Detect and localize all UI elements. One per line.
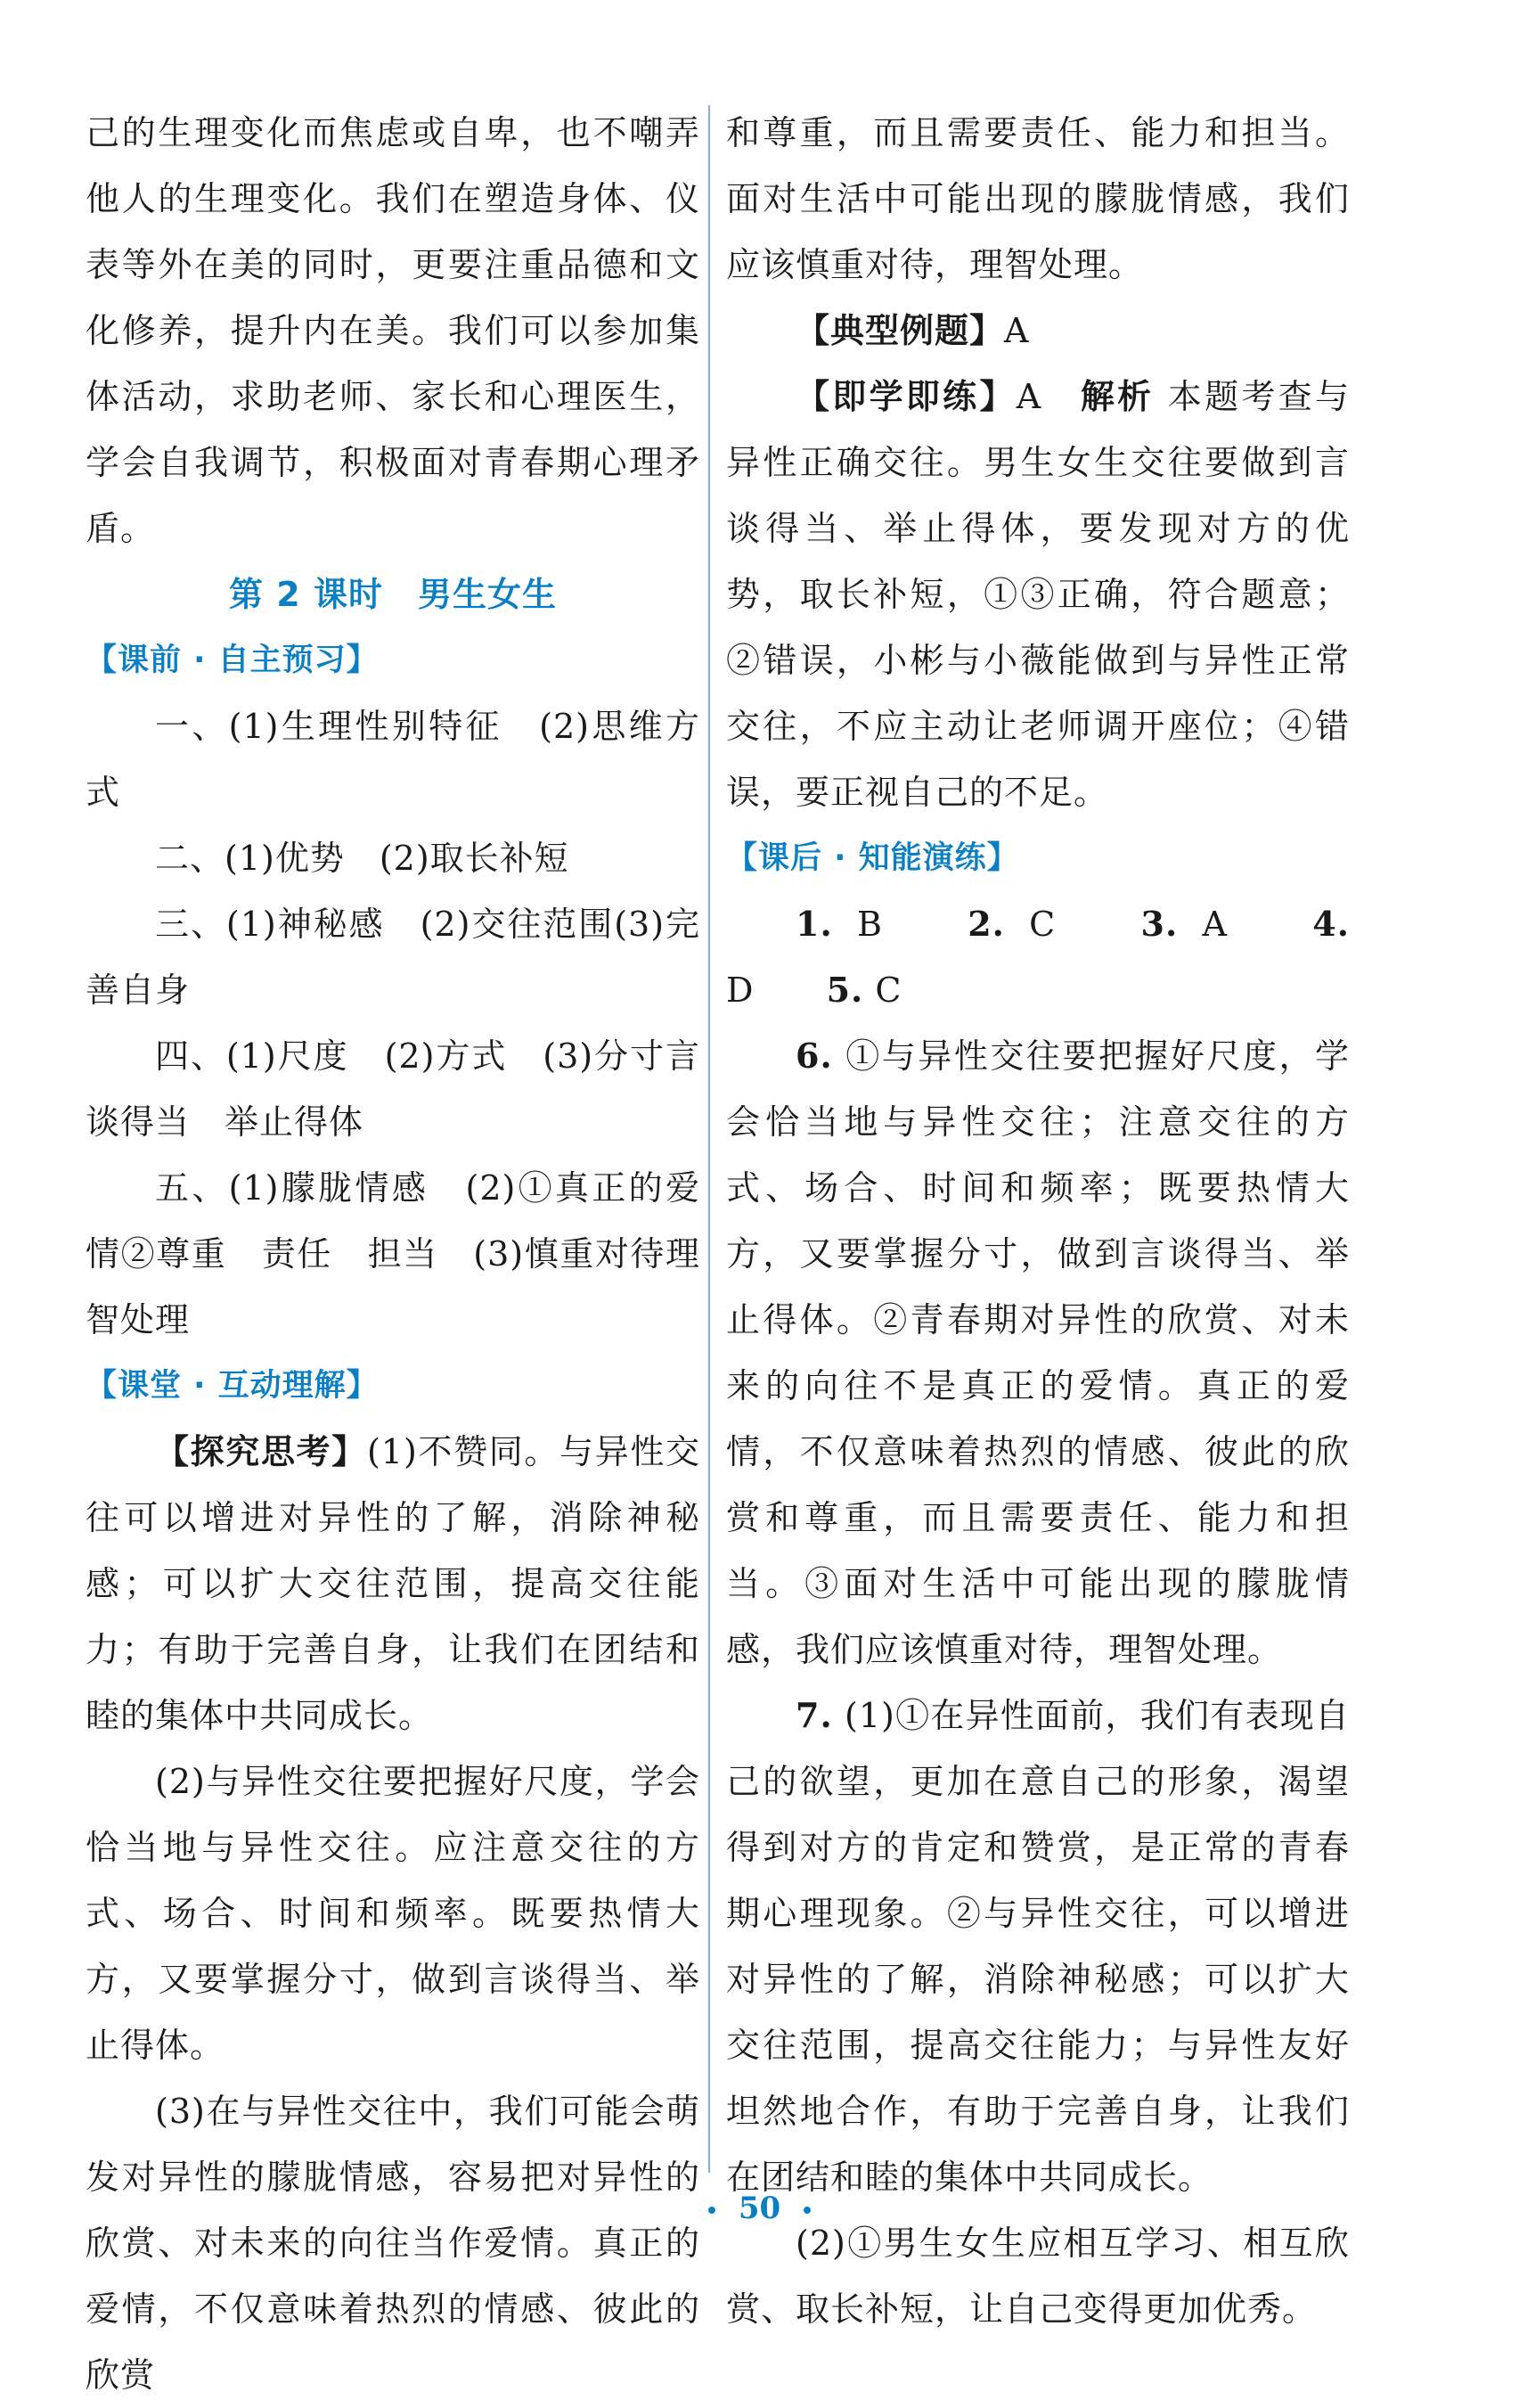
section-after-heading: 【课后 · 知能演练】 xyxy=(726,840,1019,876)
preview-answer-2: 二、(1)优势 (2)取长补短 xyxy=(155,839,569,878)
column-divider xyxy=(708,105,710,2173)
answer-item: 4. D xyxy=(726,904,1350,1010)
example-label: 【典型例题】 xyxy=(796,311,1005,350)
left-paragraph-continued: 己的生理变化而焦虑或自卑，也不嘲弄他人的生理变化。我们在塑造身体、仪表等外在美的同时，更要注重品德和文化修养，提升内在美。我们可以参加集体活动，求助老师、家长和心理医生，学会自我调节，积极面对青春期心理矛盾。 xyxy=(86,113,700,548)
example-answer-value: A xyxy=(1004,311,1030,350)
question-7-text-1: (1)①在异性面前，我们有表现自己的欲望，更加在意自己的形象，渴望得到对方的肯定和赞赏，是正常的青春期心理现象。②与异性交往，可以增进对异性的了解，消除神秘感；可以扩大交往范围，提高交往能力；与异性友好坦然地合作，有助于完善自身，让我们在团结和睦的集体中共同成长。 xyxy=(726,1696,1350,2197)
answer-item: 1. B xyxy=(796,904,883,944)
page-dot-right xyxy=(804,2207,811,2214)
explore-think-1 xyxy=(86,1419,700,1749)
practice-answer-value: A xyxy=(1016,377,1042,416)
preview-answer-3: 三、(1)神秘感 (2)交往范围(3)完善自身 xyxy=(86,905,700,1010)
right-paragraph-continued: 和尊重，而且需要责任、能力和担当。面对生活中可能出现的朦胧情感，我们应该慎重对待，理智处理。 xyxy=(726,113,1350,284)
question-7-number: 7. xyxy=(796,1695,833,1735)
explore-think-text-1: (1)不赞同。与异性交往可以增进对异性的了解，消除神秘感；可以扩大交往范围，提高交往能力；有助于完善自身，让我们在团结和睦的集体中共同成长。 xyxy=(86,1432,700,1735)
answer-item: 2. C xyxy=(968,904,1057,944)
explore-think-label: 【探究思考】 xyxy=(155,1432,367,1471)
example-answer xyxy=(726,298,1350,364)
question-6-answer xyxy=(726,1023,1350,1683)
question-7-part-2: (2)①男生女生应相互学习、相互欣赏、取长补短，让自己变得更加优秀。 xyxy=(726,2224,1350,2329)
answer-item: 5. C xyxy=(826,970,902,1010)
preview-answer-1: 一、(1)生理性别特征 (2)思维方式 xyxy=(86,707,700,812)
analysis-text: 本题考查与异性正确交往。男生女生交往要做到言谈得当、举止得体，要发现对方的优势，取长补短，①③正确，符合题意；②错误，小彬与小薇能做到与异性正常交往，不应主动让老师调开座位；④错误，要正视自己的不足。 xyxy=(726,377,1350,812)
section-class-heading: 【课堂 · 互动理解】 xyxy=(86,1368,379,1404)
question-6-number: 6. xyxy=(796,1036,833,1076)
practice-label: 【即学即练】 xyxy=(796,377,1017,416)
page-number xyxy=(0,2191,1519,2226)
right-column xyxy=(726,100,1350,2342)
question-7-answer xyxy=(726,1683,1350,2210)
analysis-label: 解析 xyxy=(1080,377,1155,416)
preview-answer-4: 四、(1)尺度 (2)方式 (3)分寸言谈得当 举止得体 xyxy=(86,1036,700,1142)
practice-answer xyxy=(726,364,1350,825)
answer-row xyxy=(726,891,1350,1023)
answer-item: 3. A xyxy=(1140,904,1228,944)
page-number-value: 50 xyxy=(738,2191,781,2226)
page-dot-left xyxy=(708,2207,715,2214)
lesson-title: 第 2 课时 男生女生 xyxy=(229,575,557,614)
left-column xyxy=(86,100,700,2408)
explore-think-3: (3)在与异性交往中，我们可能会萌发对异性的朦胧情感，容易把对异性的欣赏、对未来的向往当作爱情。真正的爱情，不仅意味着热烈的情感、彼此的欣赏 xyxy=(86,2092,700,2395)
section-preview-heading: 【课前 · 自主预习】 xyxy=(86,643,379,678)
preview-answer-5: 五、(1)朦胧情感 (2)①真正的爱情②尊重 责任 担当 (3)慎重对待理智处理 xyxy=(86,1168,700,1339)
question-6-text: ①与异性交往要把握好尺度，学会恰当地与异性交往；注意交往的方式、场合、时间和频率；既要热情大方，又要掌握分寸，做到言谈得当、举止得体。②青春期对异性的欣赏、对未来的向往不是真正的爱情。真正的爱情，不仅意味着热烈的情感、彼此的欣赏和尊重，而且需要责任、能力和担当。③面对生活中可能出现的朦胧情感，我们应该慎重对待，理智处理。 xyxy=(726,1036,1350,1669)
explore-think-2: (2)与异性交往要把握好尺度，学会恰当地与异性交往。应注意交往的方式、场合、时间和频率。既要热情大方，又要掌握分寸，做到言谈得当、举止得体。 xyxy=(86,1762,700,2065)
